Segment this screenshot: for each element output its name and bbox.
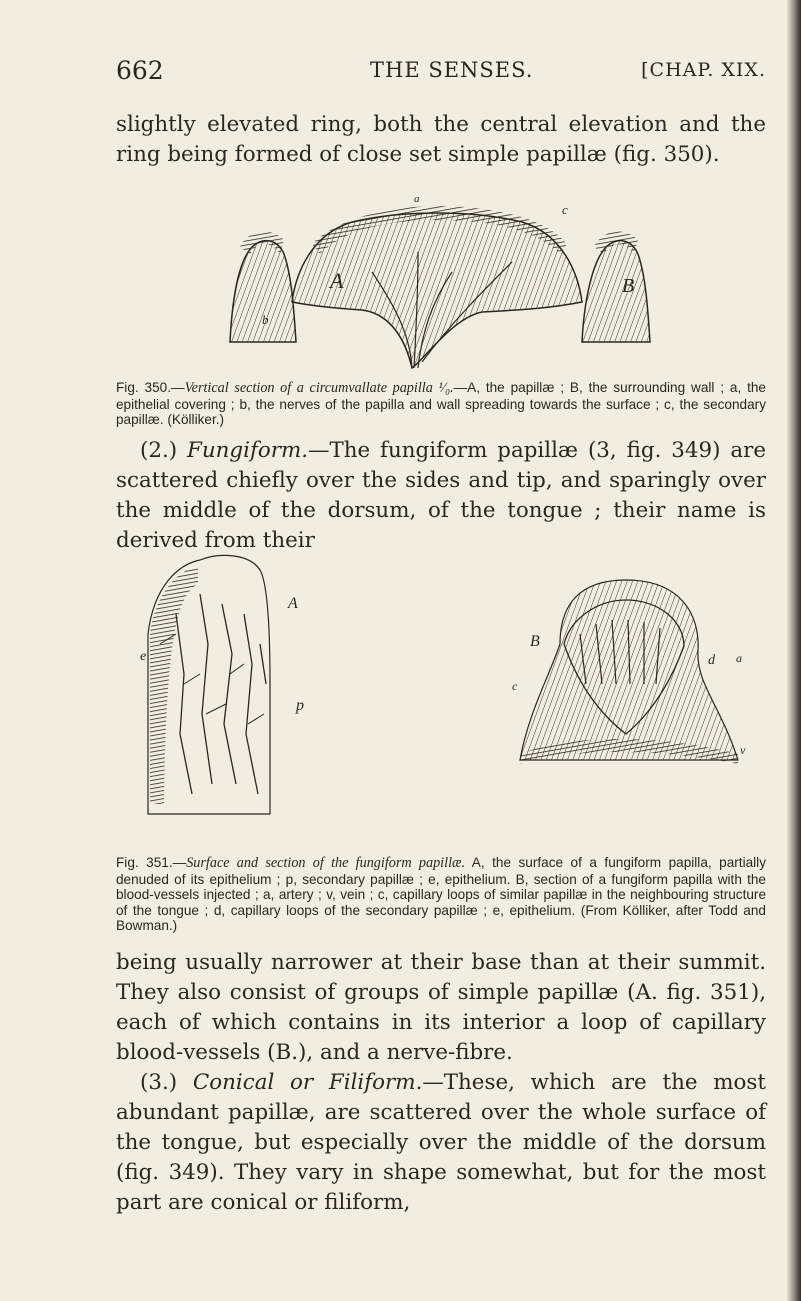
paragraph-1: slightly elevated ring, both the central elevation and the ring being formed of close set simple papillæ (fig. 350). (116, 112, 766, 167)
paragraph-2-heading: Fungiform. (187, 438, 309, 463)
paragraph-4 (116, 1068, 766, 1218)
fig350-label-b: b (262, 312, 269, 327)
figure-351-illustration (140, 384, 760, 844)
fig351-caption-body: A, the surface of a fungiform papilla, partially denuded of its epithelium ; p, secondary papillæ ; e, epithelium. B, section of a fungiform papilla with the blood-vessels injected ; a, artery ; v, vein ; c, capillary loops of similar papillæ in the neighbouring structure of the tongue ; d, capillary loops of the secondary papillæ ; e, epithelium. (From Kölliker, after Todd and Bowman.) (116, 855, 766, 933)
fig351-caption (116, 855, 766, 934)
fig350-label-c: c (562, 202, 568, 217)
fig351-label-B: B (530, 633, 540, 650)
fig350-caption-lead: Fig. 350.— (116, 380, 185, 395)
fig350-label-a: a (414, 193, 420, 205)
fig350-label-A: A (330, 268, 344, 293)
fig350-caption-body: —A, the papillæ ; B, the surrounding wall ; a, the epithelial covering ; b, the nerves of the papilla and wall spreading towards the surface ; c, the secondary papillæ. (Kölliker.) (116, 380, 766, 427)
paragraph-4-text: —These, which are the most abundant papillæ, are scattered over the whole surface of the tongue, but especially over the middle of the dorsum (fig. 349). They vary in shape somewhat, but for the most part are conical or filiform, (116, 1070, 766, 1215)
fig351-part-a (140, 555, 304, 814)
paragraph-4-heading: Conical or Filiform. (192, 1070, 423, 1095)
fig351-label-a: a (736, 651, 742, 665)
figure-350-illustration (222, 192, 652, 372)
fig351-caption-lead: Fig. 351.— (116, 855, 187, 870)
fig351-label-p: p (296, 697, 304, 714)
fig351-part-b (512, 580, 746, 764)
paragraph-3: being usually narrower at their base than at their summit. They also consist of groups of simple papillæ (A. fig. 351), each of which contains in its interior a loop of capillary blood-vessels (B.), and a nerve-fibre. (116, 950, 766, 1065)
running-head: THE SENSES. (370, 58, 534, 82)
figure-351 (140, 384, 760, 844)
fig351-label-e: e (140, 649, 147, 664)
chapter-label: [CHAP. XIX. (641, 59, 766, 81)
paragraph-4-number: (3.) (140, 1070, 178, 1095)
page-header (116, 56, 766, 86)
fig351-caption-title: Surface and section of the fungiform papillæ. (186, 855, 466, 871)
page-number: 662 (116, 56, 164, 85)
fig351-label-A: A (288, 595, 298, 612)
fig351-label-v: v (740, 743, 746, 757)
fig351-label-c: c (512, 679, 518, 693)
figure-350 (222, 192, 652, 372)
paragraph-2-text: —The fungiform papillæ (3, fig. 349) are scattered chiefly over the sides and tip, and sparingly over the middle of the dorsum, of the tongue ; their name is derived from their (116, 438, 766, 553)
page-edge-shadow (787, 0, 801, 1301)
fig350-caption-title: Vertical section of a circumvallate papilla ¹⁄₀. (184, 380, 454, 396)
paragraph-2-number: (2.) (140, 438, 178, 463)
fig350-label-B: B (622, 275, 635, 297)
fig351-label-d: d (708, 653, 715, 668)
